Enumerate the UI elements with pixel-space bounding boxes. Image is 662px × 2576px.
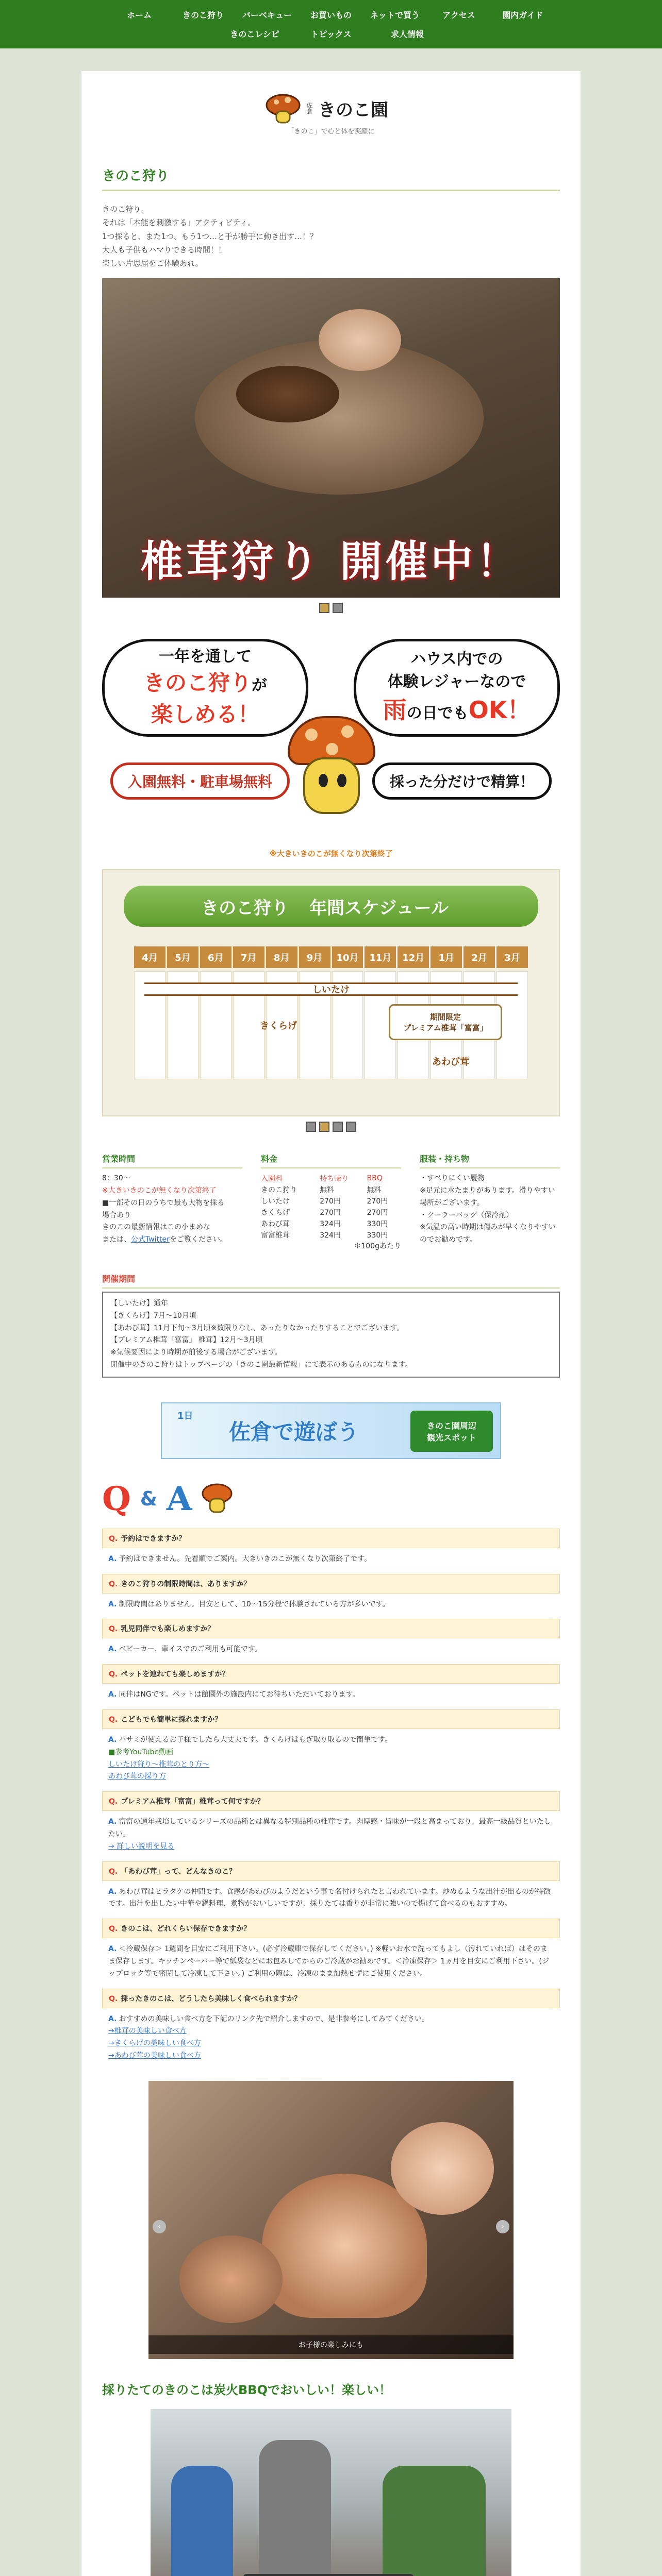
price-row	[261, 1229, 401, 1241]
price-header-cell: BBQ	[367, 1174, 383, 1183]
video-link[interactable]: しいたけ狩り〜椎茸のとり方〜	[108, 1760, 209, 1769]
banner-tag-line: 観光スポット	[426, 1432, 476, 1443]
photo-subject	[391, 2122, 494, 2215]
stock-notice: ※大きいきのこが無くなり次第終了	[269, 849, 393, 859]
schedule-title: きのこ狩り	[201, 897, 289, 919]
intro-line: それは「本能を刺激する」アクティビティ。	[102, 218, 256, 228]
nav-bbq[interactable]: バーベキュー	[242, 10, 292, 20]
price-cell: 330円	[367, 1220, 388, 1229]
bubble-text	[383, 693, 531, 727]
recipe-link[interactable]: →椎茸の美味しい食べ方	[108, 2027, 187, 2036]
question: Q. 「あわび茸」って、どんなきのこ？	[102, 1861, 560, 1881]
answer: A. ベビーカー、車イスでのご利用も可能です。	[108, 1645, 262, 1654]
qa-item	[102, 1791, 560, 1856]
intro-line: きのこ狩り。	[102, 205, 149, 214]
photo-subject	[383, 2466, 486, 2576]
mushroom-logo-icon	[265, 93, 301, 124]
qa-item	[102, 1619, 560, 1659]
price-cell: 270円	[320, 1197, 341, 1206]
bubble-highlight: OK！	[468, 696, 531, 724]
items-line: ・クーラーバッグ（保冷剤）	[420, 1211, 514, 1219]
answer: A. ＜冷蔵保存＞ 1週間を目安にご利用下さい。(必ず冷蔵庫で保存してください。) ※軽いお水で洗ってもよし（汚れていれば）はそのまま保存します。キッチンペーパー等で紙袋などにお包みしてからのご冷蔵がお勧めです。＜冷凍保存＞ 1ヵ月を目安にご利用下さい。(ジップロック等で密閉して冷凍して下さい。) ご利用の際は、冷凍のまま加熱せずにご使用ください。	[108, 1945, 549, 1978]
qa-item	[102, 1529, 560, 1569]
price-title: 料金	[261, 1153, 401, 1168]
question-text: 予約はできますか？	[121, 1534, 186, 1543]
hours-line: 8：30〜	[102, 1174, 130, 1183]
main-content	[81, 71, 581, 2576]
price-cell: きくらげ	[261, 1209, 290, 1217]
limited-badge	[389, 1004, 502, 1040]
slider-dot[interactable]	[346, 1122, 356, 1132]
bubble-text: ハウス内での	[410, 650, 503, 669]
bar-shiitake: しいたけ	[144, 982, 518, 996]
banner-tag	[410, 1411, 493, 1452]
season-line: 【きくらげ】7月〜10月頃	[110, 1311, 196, 1320]
question-text: プレミアム椎茸「富富」椎茸って何ですか？	[121, 1798, 264, 1806]
nav-topics[interactable]: トピックス	[310, 29, 352, 39]
month-cell: 6月	[200, 946, 231, 968]
page-title: きのこ狩り	[102, 161, 560, 191]
price-row	[261, 1218, 401, 1229]
month-cell: 11月	[365, 946, 396, 968]
info-columns	[102, 1153, 560, 1253]
price-note: ＊100gあたり	[354, 1242, 401, 1251]
answer: A. 予約はできません。先着順でご案内。大きいきのこが無くなり次第終了です。	[108, 1554, 372, 1563]
hero-hand-shape-2	[319, 309, 401, 371]
price-cell: 無料	[367, 1186, 382, 1195]
nav-access[interactable]: アクセス	[442, 10, 475, 20]
question-text: 採ったきのこは、どうしたら美味しく食べられますか？	[121, 1994, 302, 2003]
answer: A. ハサミが使えるお子様でしたら大丈夫です。きくらげはもぎ取り取るので簡単です。 ■参考YouTube動画 しいたけ狩り〜椎茸のとり方〜 あわび茸の採り方	[102, 1729, 560, 1786]
nav-net-shop[interactable]: ネットで買う	[370, 10, 420, 20]
question: Q. 予約はできますか？	[102, 1529, 560, 1548]
banner-tag-line: きのこ園周辺	[426, 1420, 476, 1431]
sightseeing-banner[interactable]	[161, 1402, 501, 1459]
bubble-text: 一年を通して	[159, 647, 252, 666]
slider-dot[interactable]	[333, 603, 343, 613]
nav-row-1	[107, 9, 555, 21]
speech-bubble-right	[354, 639, 560, 737]
question: Q. きのこは、どれくらい保存できますか？	[102, 1919, 560, 1938]
question: Q. 乳児同伴でも楽しめますか？	[102, 1619, 560, 1638]
logo[interactable]	[102, 83, 560, 151]
price-cell: 330円	[367, 1231, 388, 1240]
hero-mushroom-shape	[236, 366, 339, 422]
question-text: 乳児同伴でも楽しめますか？	[121, 1625, 215, 1634]
bbq-photo	[151, 2409, 511, 2576]
answer-text: 同伴はNGです。ペットは館園外の施設内にてお待ちいただいております。	[119, 1690, 360, 1699]
bar-kikurage: きくらげ	[260, 1021, 297, 1032]
answer-text: ベビーカー、車イスでのご利用も可能です。	[119, 1645, 262, 1654]
price-cell: あわび茸	[261, 1220, 290, 1229]
season-title: 開催期間	[102, 1273, 560, 1289]
answer-text: 制限時間はありません。目安として、10〜15分程で体験されている方が多いです。	[119, 1600, 390, 1608]
banner-main: 佐倉で遊ぼう	[229, 1419, 359, 1445]
bubble-text	[143, 668, 267, 699]
pay-per-harvest-pill: 採った分だけで精算！	[372, 762, 552, 800]
season-box	[102, 1273, 560, 1378]
answer-text: 予約はできません。先着順でご案内。大きいきのこが無くなり次第終了です。	[119, 1554, 372, 1563]
intro-line: 1つ採ると、また1つ、もう1つ…と手が勝手に動き出す…！？	[102, 231, 318, 241]
answer: A. おすすめの美味しい食べ方を下記のリンク先で紹介しますので、是非参考にしてみてください。 →椎茸の美味しい食べ方 →きくらげの美味しい食べ方 →あわび茸の美味しい食べ方	[102, 2008, 560, 2065]
question-text: きのこ狩りの制限時間は、ありますか？	[121, 1580, 251, 1588]
photo-subject	[179, 2235, 283, 2323]
answer-text: ハサミが使えるお子様でしたら大丈夫です。きくらげはもぎ取り取るので簡単です。	[119, 1736, 392, 1744]
chevron-right-icon[interactable]: ›	[496, 2220, 509, 2233]
price-row	[261, 1207, 401, 1218]
answer: A. 同伴はNGです。ペットは館園外の施設内にてお待ちいただいております。	[108, 1690, 360, 1699]
bubble-highlight: 楽しめる！	[151, 702, 259, 727]
answer: A. 富富の通年栽培しているシリーズの品種とは異なる特別品種の椎茸です。肉厚感・旨味が一段と高まっており、最高一級品質といたしたい。 → 詳しい説明を見る	[102, 1811, 560, 1856]
hours-line: ■一部その日のうちで最も大物を採る	[102, 1198, 225, 1207]
price-cell: 324円	[320, 1231, 341, 1240]
grill-shape	[243, 2574, 413, 2576]
question: Q. こどもでも簡単に採れますか？	[102, 1709, 560, 1729]
season-line: 開催中のきのこ狩りはトップページの「きのこ園最新情報」にて表示のあるものになります。	[110, 1361, 412, 1369]
slider-dots	[102, 603, 560, 613]
items-line: ・すべりにくい履物	[420, 1174, 485, 1183]
slider-dots	[102, 1122, 560, 1132]
hours-line: きのこの最新情報はこの小まめな	[102, 1223, 210, 1232]
photo-caption: お子様の楽しみにも	[148, 2335, 514, 2354]
bubble-highlight: きのこ狩り	[143, 670, 252, 696]
annual-schedule	[102, 869, 560, 1116]
price-cell: 無料	[320, 1186, 335, 1195]
nav-recruit[interactable]: 求人情報	[390, 29, 424, 39]
qa-item	[102, 1664, 560, 1704]
slider-dot[interactable]	[306, 1122, 316, 1132]
month-cell: 12月	[398, 946, 429, 968]
price-row	[261, 1184, 401, 1195]
bar-awabi: あわび茸	[432, 1057, 469, 1068]
month-cell: 2月	[464, 946, 495, 968]
answer-text: あわび茸はヒラタケの仲間です。食感があわびのようだという事で名付けられたと言われています。炒めるような出汁が出るのが特徴です。出汁を出したい中華や鍋料理、煮物がおいしいですが、採りたては香りが非常に強いので揚げて食べるのもおすすめ。	[108, 1887, 551, 1908]
question: Q. 採ったきのこは、どうしたら美味しく食べられますか？	[102, 1989, 560, 2008]
price-cell: 324円	[320, 1220, 341, 1229]
month-cell: 3月	[496, 946, 528, 968]
schedule-header	[124, 886, 538, 927]
answer-text: ＜冷蔵保存＞ 1週間を目安にご利用下さい。(必ず冷蔵庫で保存してください。) ※軽いお水で洗ってもよし（汚れていれば）はそのまま保存します。キッチンペーパー等で紙袋などにお包みしてからのご冷蔵がお勧めです。＜冷凍保存＞ 1ヵ月を目安にご利用下さい。(ジップロック等で密閉して冷凍して下さい。) ご利用の際は、冷凍のまま加熱せずにご使用ください。	[108, 1945, 549, 1978]
speech-bubble-left	[102, 639, 308, 737]
price-header-cell: 入園料	[261, 1175, 283, 1183]
items-column	[420, 1153, 560, 1253]
answer: A. あわび茸はヒラタケの仲間です。食感があわびのようだという事で名付けられたと言われています。炒めるような出汁が出るのが特徴です。出汁を出したい中華や鍋料理、煮物がおいしいですが、採りたては香りが非常に強いので揚げて食べるのもおすすめ。	[108, 1887, 551, 1908]
qa-amp: &	[140, 1487, 157, 1511]
schedule-subtitle: 年間スケジュール	[309, 897, 449, 919]
nav-shopping[interactable]: お買いもの	[310, 10, 352, 20]
badge-line: 期間限定	[429, 1012, 461, 1022]
photo-subject	[259, 2440, 331, 2576]
price-row	[261, 1195, 401, 1207]
hours-column	[102, 1153, 242, 1253]
qa-item	[102, 1989, 560, 2065]
items-title: 服装・持ち物	[420, 1153, 560, 1168]
intro-line: 大人も子供もハマりできる時間！！	[102, 245, 226, 255]
price-cell: 富富椎茸	[261, 1231, 290, 1240]
nav-kinoko-gari[interactable]: きのこ狩り	[182, 10, 224, 20]
price-header-row	[261, 1173, 401, 1184]
question-text: 「あわび茸」って、どんなきのこ？	[121, 1867, 236, 1876]
month-cell: 1月	[431, 946, 462, 968]
price-cell: きのこ狩り	[261, 1186, 297, 1195]
nav-recipe[interactable]: きのこレシピ	[230, 29, 279, 39]
question-text: きのこは、どれくらい保存できますか？	[121, 1925, 251, 1934]
logo-title: きのこ園	[318, 99, 388, 121]
items-line: ※足元に水たまりがあります。滑りやすい場所がございます。	[420, 1187, 555, 1207]
question-text: こどもでも簡単に採れますか？	[121, 1716, 222, 1724]
qa-item	[102, 1919, 560, 1983]
youtube-label: ■参考YouTube動画	[108, 1748, 174, 1756]
price-header-cell: 持ち帰り	[320, 1175, 349, 1183]
answer: A. 制限時間はありません。目安として、10〜15分程で体験されている方が多いです。	[108, 1600, 390, 1608]
mushroom-mascot-small-icon	[202, 1483, 233, 1514]
logo-tagline: 「きのこ」で心と体を笑顔に	[287, 128, 375, 135]
month-cell: 7月	[233, 946, 264, 968]
price-column	[261, 1153, 401, 1253]
month-cell: 9月	[299, 946, 330, 968]
answer-text: 富富の通年栽培しているシリーズの品種とは異なる特別品種の椎茸です。肉厚感・旨味が一段と高まっており、最高一級品質といたしたい。	[108, 1818, 551, 1838]
question-text: ペットを連れても楽しめますか？	[121, 1670, 229, 1679]
bubble-text: の日でも	[406, 704, 469, 723]
intro-text	[102, 202, 560, 270]
price-cell: 270円	[320, 1209, 341, 1217]
intro-line: 楽しい片思届をご体験あれ。	[102, 259, 203, 268]
hours-line	[102, 1234, 242, 1246]
top-nav	[0, 0, 662, 48]
hero-banner-text: 椎茸狩り 開催中！	[140, 537, 522, 587]
features-banner	[102, 634, 560, 840]
month-cell: 10月	[332, 946, 363, 968]
badge-line: プレミアム椎茸「富富」	[403, 1023, 488, 1033]
hours-title: 営業時間	[102, 1153, 242, 1168]
qa-q-letter: Q	[102, 1479, 131, 1518]
bbq-title: 採りたてのきのこは炭火BBQでおいしい！楽しい！	[102, 2382, 391, 2397]
hours-line: 場合あり	[102, 1211, 131, 1219]
price-cell: しいたけ	[261, 1197, 290, 1206]
month-cell: 5月	[167, 946, 198, 968]
bubble-highlight: 雨	[383, 696, 407, 724]
season-line: 【プレミアム椎茸「富富」 椎茸】12月〜3月頃	[110, 1336, 263, 1345]
season-frame	[102, 1292, 560, 1378]
season-line: ※気候要因により時期が前後する場合がございます。	[110, 1348, 282, 1357]
answer-text: おすすめの美味しい食べ方を下記のリンク先で紹介しますので、是非参考にしてみてください。	[119, 2014, 429, 2023]
month-cell: 4月	[134, 946, 166, 968]
question: Q. プレミアム椎茸「富富」椎茸って何ですか？	[102, 1791, 560, 1811]
items-line: ※気温の高い時期は傷みが早くなりやすいのでお勧めです。	[420, 1223, 556, 1244]
question: Q. きのこ狩りの制限時間は、ありますか？	[102, 1574, 560, 1594]
price-cell: 270円	[367, 1209, 388, 1217]
season-line: 【あわび茸】11月下旬〜3月頃※数限りなし、あったりなかったりすることでございます。	[110, 1324, 404, 1332]
bubble-text: 体験レジャーなので	[387, 672, 526, 691]
nav-guide[interactable]: 園内ガイド	[502, 10, 543, 20]
mushroom-mascot-icon	[288, 716, 375, 829]
month-cell: 8月	[266, 946, 297, 968]
bubble-text: が	[252, 676, 267, 695]
recipe-link[interactable]: →きくらげの美味しい食べ方	[108, 2039, 201, 2048]
price-cell: 270円	[367, 1197, 388, 1206]
qa-header	[102, 1480, 560, 1518]
slider-dot[interactable]	[319, 603, 329, 613]
free-entry-pill: 入園無料・駐車場無料	[110, 762, 290, 800]
qa-list	[102, 1529, 560, 2065]
detail-link[interactable]: → 詳しい説明を見る	[108, 1842, 175, 1851]
hours-text: をご覧ください。	[169, 1235, 227, 1244]
chevron-left-icon[interactable]: ‹	[153, 2220, 166, 2233]
schedule-months	[134, 946, 528, 968]
price-table	[261, 1173, 401, 1241]
nav-home[interactable]: ホーム	[126, 10, 152, 20]
nav-row-2	[217, 28, 445, 40]
season-line: 【しいたけ】通年	[110, 1299, 168, 1308]
photo-slider	[148, 2081, 514, 2359]
recipe-link[interactable]: →あわび茸の美味しい食べ方	[108, 2051, 201, 2060]
hours-warning: ※大きいきのこが無くなり次第終了	[102, 1187, 217, 1195]
photo-subject	[171, 2466, 233, 2576]
hero-image	[102, 278, 560, 598]
qa-item	[102, 1861, 560, 1914]
qa-item	[102, 1574, 560, 1614]
hours-text: または、	[102, 1235, 131, 1244]
logo-small-text: 佐倉	[306, 102, 313, 114]
twitter-link[interactable]: 公式Twitter	[131, 1235, 170, 1244]
question: Q. ペットを連れても楽しめますか？	[102, 1664, 560, 1684]
video-link[interactable]: あわび茸の採り方	[108, 1772, 166, 1781]
qa-item	[102, 1709, 560, 1786]
slider-dot[interactable]	[333, 1122, 343, 1132]
banner-sub: 1日	[177, 1410, 193, 1421]
qa-a-letter: A	[166, 1479, 192, 1518]
slider-dot[interactable]	[319, 1122, 329, 1132]
